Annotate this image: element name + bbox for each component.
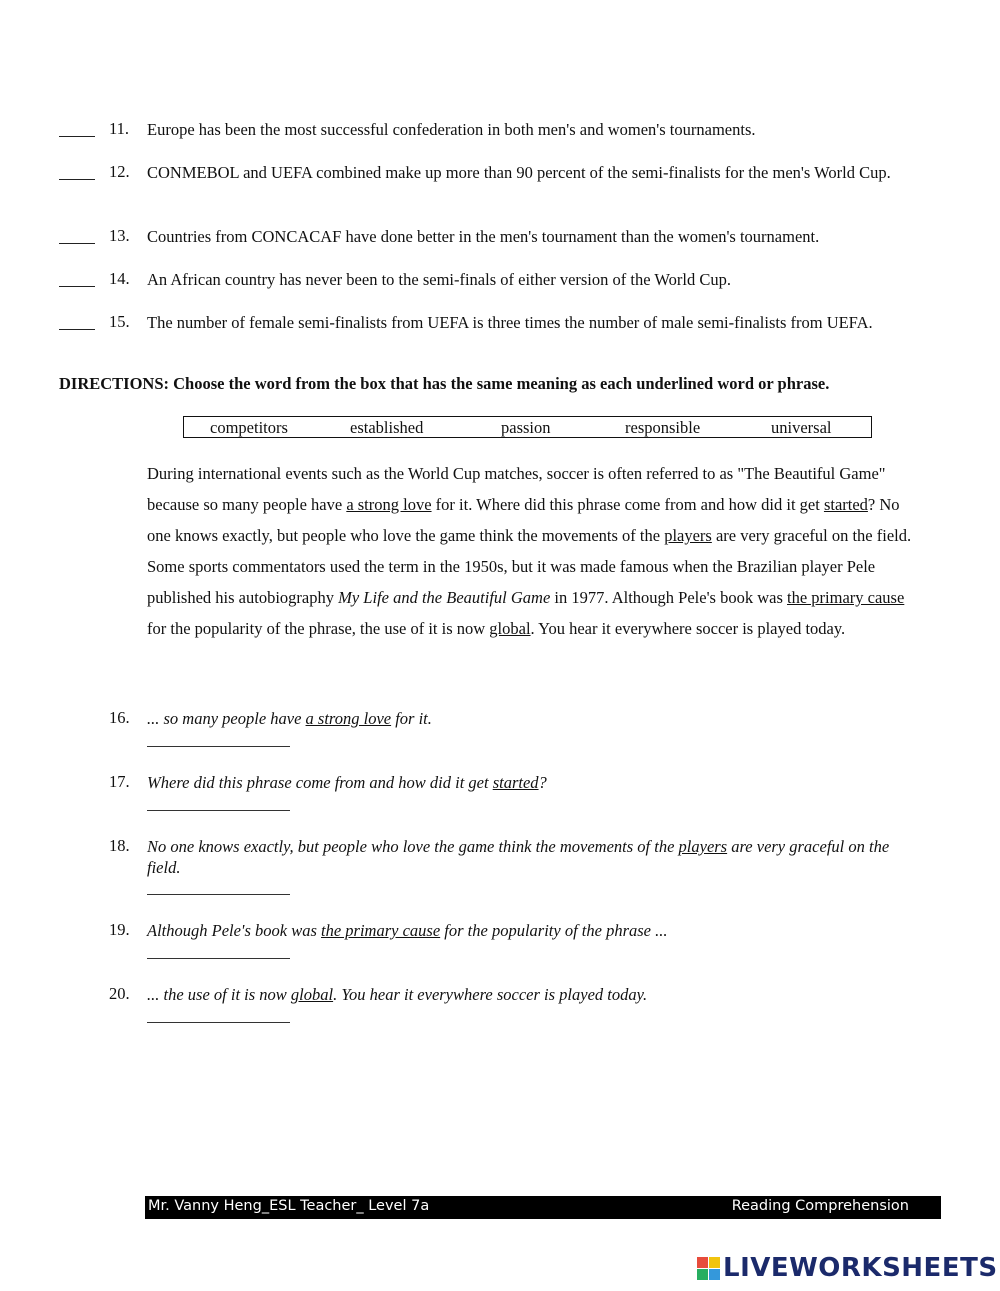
word-option: universal: [771, 418, 832, 437]
item-number: 11.: [109, 119, 130, 138]
underlined-phrase: started: [823, 495, 868, 514]
word-option: established: [350, 418, 424, 437]
statement-text: Countries from CONCACAF have done better in the men's tournament than the women's tournament.: [147, 227, 820, 246]
item-number: 20.: [109, 984, 130, 1003]
answer-blank[interactable]: [59, 162, 95, 180]
answer-line[interactable]: [147, 1022, 290, 1023]
book-title: My Life and the Beautiful Game: [338, 588, 551, 607]
statement-text: Europe has been the most successful confederation in both men's and women's tournaments.: [147, 120, 756, 139]
question-text: ... the use of it is now global. You hear it everywhere soccer is played today.: [147, 985, 648, 1004]
answer-blank[interactable]: [59, 119, 95, 137]
answer-blank[interactable]: [59, 226, 95, 244]
item-number: 18.: [109, 836, 130, 855]
statement-text: The number of female semi-finalists from UEFA is three times the number of male semi-finalists from UEFA.: [147, 313, 873, 332]
directions-heading: DIRECTIONS: Choose the word from the box that has the same meaning as each underlined word or phrase.: [59, 374, 830, 393]
question-text: ... so many people have a strong love for it.: [147, 709, 432, 728]
question-text: No one knows exactly, but people who love the game think the movements of the players are very graceful on the field.: [147, 837, 890, 877]
answer-line[interactable]: [147, 894, 290, 895]
word-option: passion: [501, 418, 551, 437]
word-box: [183, 416, 872, 438]
statement-text: An African country has never been to the semi-finals of either version of the World Cup.: [147, 270, 731, 289]
word-option: responsible: [625, 418, 701, 437]
item-number: 13.: [109, 226, 130, 245]
reading-passage: During international events such as the World Cup matches, soccer is often referred to as "The Beautiful Game" because so many people have a strong love for it. Where did this phrase come from and how did it get started? No one knows exactly, but people who love the game think the movements of the players are very graceful on the field. Some sports commentators used the term in the 1950s, but it was made famous when the Brazilian player Pele published his autobiography My Life and the Beautiful Game in 1977. Although Pele's book was the primary cause for the popularity of the phrase, the use of it is now global. You hear it everywhere soccer is played today.: [147, 464, 912, 638]
item-number: 15.: [109, 312, 130, 331]
underlined-phrase: global: [489, 619, 531, 638]
underlined-phrase: the primary cause: [787, 588, 905, 607]
answer-line[interactable]: [147, 746, 290, 747]
item-number: 12.: [109, 162, 130, 181]
footer-subject: Reading Comprehension: [731, 1198, 909, 1214]
logo-text: LIVEWORKSHEETS: [723, 1253, 998, 1283]
word-option: competitors: [210, 418, 288, 437]
question-text: Although Pele's book was the primary cause for the popularity of the phrase ...: [147, 921, 668, 940]
footer-bar: [145, 1196, 941, 1219]
item-number: 19.: [109, 920, 130, 939]
logo-blocks-icon: [697, 1257, 721, 1281]
footer-author: Mr. Vanny Heng_ESL Teacher_ Level 7a: [148, 1198, 430, 1214]
item-number: 16.: [109, 708, 130, 727]
statement-text: CONMEBOL and UEFA combined make up more than 90 percent of the semi-finalists for the men's World Cup.: [147, 163, 891, 182]
underlined-phrase: a strong love: [346, 495, 432, 514]
answer-line[interactable]: [147, 810, 290, 811]
item-number: 17.: [109, 772, 130, 791]
answer-blank[interactable]: [59, 312, 95, 330]
underlined-phrase: players: [664, 526, 712, 545]
answer-blank[interactable]: [59, 269, 95, 287]
question-text: Where did this phrase come from and how did it get started?: [147, 773, 547, 792]
answer-line[interactable]: [147, 958, 290, 959]
item-number: 14.: [109, 269, 130, 288]
